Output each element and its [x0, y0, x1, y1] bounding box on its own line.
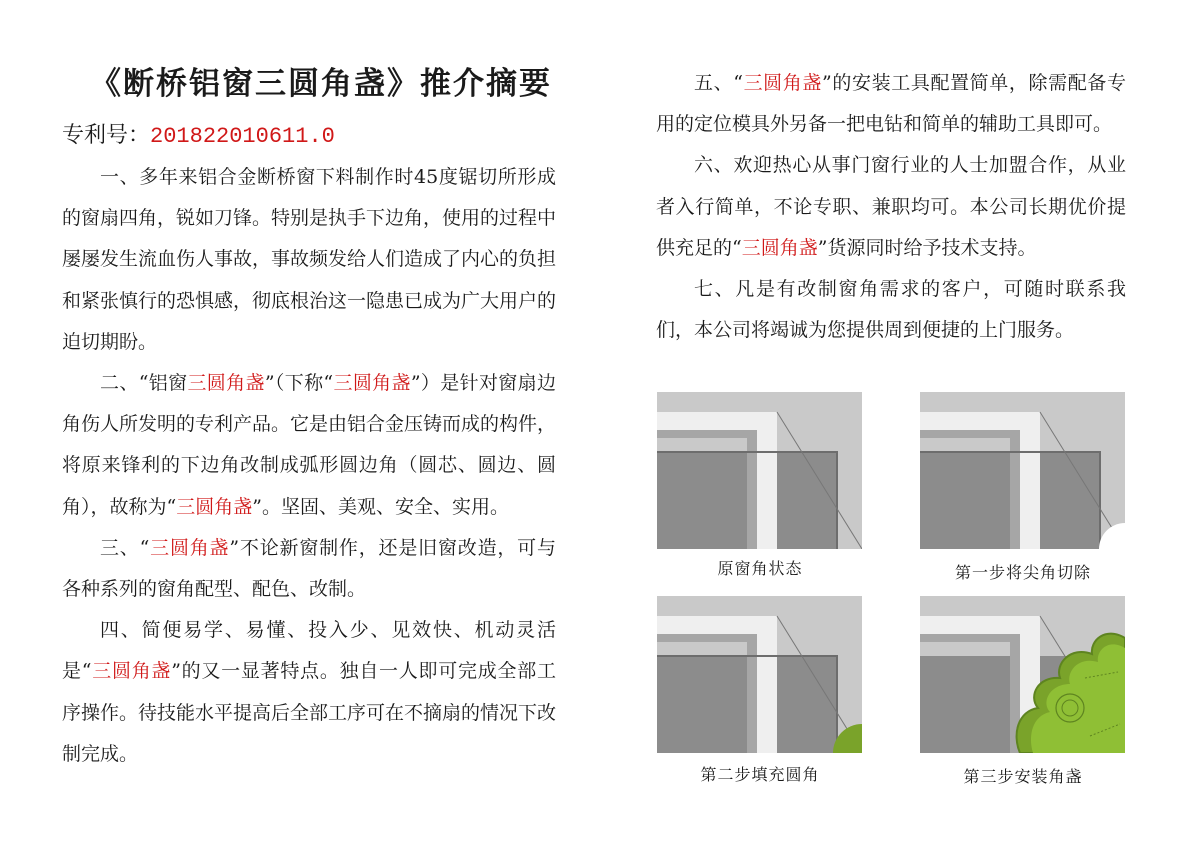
- text-run: ”（下称“: [264, 372, 334, 395]
- paragraph-6: [656, 145, 1126, 269]
- step-image-original-corner: [657, 392, 862, 549]
- paragraph-7: 七、凡是有改制窗角需求的客户，可随时联系我们，本公司将竭诚为您提供周到便捷的上门服务。: [656, 278, 1126, 342]
- product-name-highlight: 三圆角盏: [91, 660, 172, 683]
- product-name-highlight: 三圆角盏: [187, 372, 265, 395]
- page-title: 《断桥铝窗三圆角盏》推介摘要: [90, 66, 552, 102]
- text-run: 六、欢迎热心从事门窗行业的人士加盟合作，从业者入行简单，不论专职、兼职均可。本公司长期优价提供充足的“: [656, 154, 1126, 259]
- text-run: 二、“铝窗: [100, 372, 188, 395]
- paragraph-2: [62, 363, 556, 528]
- text-run: ”货源同时给予技术支持。: [817, 236, 1037, 259]
- step-image-cut-corner: [920, 392, 1125, 549]
- patent-number-line: [62, 118, 335, 149]
- text-run: 四、简便易学、易懂、投入少、见效快、机动灵活是“: [62, 619, 556, 683]
- product-name-highlight: 三圆角盏: [333, 372, 411, 395]
- step-caption-3: 第二步填充圆角: [700, 765, 820, 784]
- step-image-fill-corner: [657, 596, 862, 753]
- text-run: ”的安装工具配置简单，除需配备专用的定位模具外另备一把电钻和简单的辅助工具即可。: [656, 72, 1126, 136]
- product-name-highlight: 三圆角盏: [149, 536, 230, 559]
- step-caption-2: 第一步将尖角切除: [954, 563, 1091, 582]
- text-run: 五、“: [694, 72, 743, 94]
- text-run: 三、“: [100, 536, 150, 559]
- paragraph-1: 一、多年来铝合金断桥窗下料制作时45度锯切所形成的窗扇四角，锐如刀锋。特别是执手下边角，使用的过程中屡屡发生流血伤人事故，事故频发给人们造成了内心的负担和紧张慎行的恐惧感，彻底根治这一隐患已成为广大用户的迫切期盼。: [62, 166, 557, 353]
- left-column: [62, 157, 556, 775]
- text-run: ”。坚固、美观、安全、实用。: [252, 495, 509, 518]
- patent-number: 201822010611.0: [150, 124, 335, 149]
- step-image-installed-corner: [920, 596, 1125, 753]
- paragraph-5: [656, 63, 1126, 145]
- paragraph-3: [62, 528, 556, 610]
- product-name-highlight: 三圆角盏: [741, 236, 818, 259]
- step-caption-4: 第三步安装角盏: [963, 767, 1083, 786]
- paragraph-4: [62, 610, 556, 775]
- step-caption-1: 原窗角状态: [717, 559, 803, 578]
- text-run: ”的又一显著特点。独自一人即可完成全部工序操作。待技能水平提高后全部工序可在不摘扇的情况下改制完成。: [62, 660, 557, 765]
- patent-label: 专利号：: [62, 123, 151, 148]
- text-run: ”不论新窗制作，还是旧窗改造，可与各种系列的窗角配型、配色、改制。: [62, 536, 556, 601]
- product-name-highlight: 三圆角盏: [176, 495, 253, 518]
- product-name-highlight: 三圆角盏: [742, 72, 823, 94]
- right-column: [656, 63, 1126, 351]
- text-run: ”）是针对窗扇边角伤人所发明的专利产品。它是由铝合金压铸而成的构件，将原来锋利的下边角改制成弧形圆边角（圆芯、圆边、圆角），故称为“: [62, 372, 557, 518]
